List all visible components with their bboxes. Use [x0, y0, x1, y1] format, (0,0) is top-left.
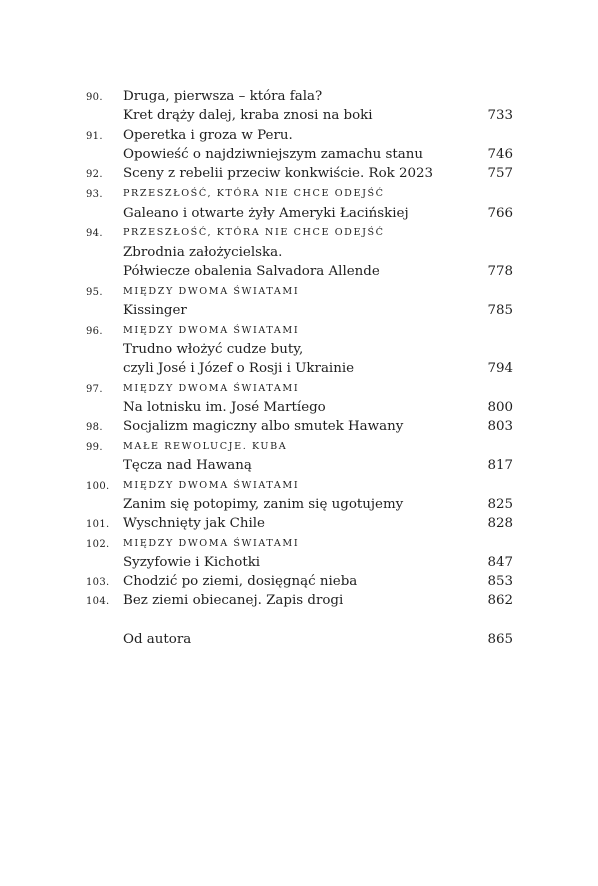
- chapter-title: Galeano i otwarte żyły Ameryki Łacińskiej: [123, 206, 409, 221]
- toc-entry-row: [0, 399, 598, 419]
- page-number: 757: [487, 166, 513, 181]
- section-heading: PRZESZŁOŚĆ, KTÓRA NIE CHCE ODEJŚĆ: [123, 227, 385, 238]
- page-number: 785: [487, 303, 513, 318]
- chapter-title: Półwiecze obalenia Salvadora Allende: [123, 264, 380, 279]
- toc-entry-row: [0, 515, 598, 535]
- toc-section-heading-row: [0, 438, 598, 458]
- toc-entry-row: [0, 127, 598, 147]
- chapter-title: czyli José i Józef o Rosji i Ukrainie: [123, 361, 355, 376]
- page-number: 865: [487, 632, 513, 647]
- toc-entry-row: [0, 457, 598, 477]
- section-heading: MAŁE REWOLUCJE. KUBA: [123, 441, 288, 452]
- chapter-title: Na lotnisku im. José Martíego: [123, 400, 326, 415]
- toc-entry-row: [0, 573, 598, 593]
- chapter-title: Sceny z rebelii przeciw konkwiście. Rok 2023: [123, 166, 434, 181]
- chapter-title: Kret drąży dalej, kraba znosi na boki: [123, 108, 373, 123]
- page-number: 746: [487, 147, 513, 162]
- section-heading: MIĘDZY DWOMA ŚWIATAMI: [123, 286, 300, 297]
- chapter-number: 104.: [86, 596, 110, 607]
- toc-entry-row: [0, 592, 598, 612]
- chapter-number: 99.: [86, 442, 103, 453]
- chapter-number: 101.: [86, 519, 110, 530]
- page-number: 778: [487, 264, 513, 279]
- toc-section-heading-row: [0, 535, 598, 555]
- toc-entry-row: [0, 165, 598, 185]
- toc-section-heading-row: [0, 477, 598, 497]
- chapter-number: 93.: [86, 189, 103, 200]
- chapter-number: 98.: [86, 422, 103, 433]
- toc-entry-row: [0, 554, 598, 574]
- chapter-title: Tęcza nad Hawaną: [123, 458, 252, 473]
- chapter-number: 97.: [86, 384, 103, 395]
- toc-entry-row: [0, 107, 598, 127]
- toc-entry-row: [0, 302, 598, 322]
- toc-entry-row: [0, 631, 598, 651]
- chapter-title: Socjalizm magiczny albo smutek Hawany: [123, 419, 404, 434]
- toc-section-heading-row: [0, 283, 598, 303]
- page-number: 794: [487, 361, 513, 376]
- toc-entry-row: [0, 205, 598, 225]
- toc-entry-row: [0, 244, 598, 264]
- chapter-number: 94.: [86, 228, 103, 239]
- toc-section-heading-row: [0, 380, 598, 400]
- chapter-title: Syzyfowie i Kichotki: [123, 555, 261, 570]
- section-heading: MIĘDZY DWOMA ŚWIATAMI: [123, 480, 300, 491]
- toc-entry-row: [0, 360, 598, 380]
- section-heading: PRZESZŁOŚĆ, KTÓRA NIE CHCE ODEJŚĆ: [123, 188, 385, 199]
- page-number: 817: [487, 458, 513, 473]
- chapter-title: Zanim się potopimy, zanim się ugotujemy: [123, 497, 404, 512]
- chapter-title: Druga, pierwsza – która fala?: [123, 89, 323, 104]
- chapter-title: Bez ziemi obiecanej. Zapis drogi: [123, 593, 344, 608]
- chapter-title: Zbrodnia założycielska.: [123, 245, 283, 260]
- page-number: 803: [487, 419, 513, 434]
- chapter-title: Kissinger: [123, 303, 187, 318]
- page-number: 828: [487, 516, 513, 531]
- toc-entry-row: [0, 88, 598, 108]
- toc-entry-row: [0, 418, 598, 438]
- chapter-number: 96.: [86, 326, 103, 337]
- toc-entry-row: [0, 146, 598, 166]
- toc-section-heading-row: [0, 185, 598, 205]
- chapter-title: Operetka i groza w Peru.: [123, 128, 293, 143]
- chapter-number: 103.: [86, 577, 110, 588]
- chapter-number: 102.: [86, 539, 110, 550]
- page-number: 847: [487, 555, 513, 570]
- chapter-number: 95.: [86, 287, 103, 298]
- chapter-title: Chodzić po ziemi, dosięgnąć nieba: [123, 574, 358, 589]
- chapter-title: Od autora: [123, 632, 192, 647]
- toc-section-heading-row: [0, 322, 598, 342]
- toc-entry-row: [0, 263, 598, 283]
- chapter-number: 90.: [86, 92, 103, 103]
- toc-section-heading-row: [0, 224, 598, 244]
- page-number: 862: [487, 593, 513, 608]
- page-number: 733: [487, 108, 513, 123]
- toc-entry-row: [0, 341, 598, 361]
- toc-entry-row: [0, 496, 598, 516]
- chapter-number: 92.: [86, 169, 103, 180]
- chapter-title: Opowieść o najdziwniejszym zamachu stanu: [123, 147, 423, 162]
- page-number: 853: [487, 574, 513, 589]
- page-number: 800: [487, 400, 513, 415]
- page-number: 766: [487, 206, 513, 221]
- section-heading: MIĘDZY DWOMA ŚWIATAMI: [123, 325, 300, 336]
- chapter-title: Trudno włożyć cudze buty,: [123, 342, 304, 357]
- page-number: 825: [487, 497, 513, 512]
- chapter-title: Wyschnięty jak Chile: [123, 516, 265, 531]
- chapter-number: 100.: [86, 481, 110, 492]
- section-heading: MIĘDZY DWOMA ŚWIATAMI: [123, 383, 300, 394]
- section-heading: MIĘDZY DWOMA ŚWIATAMI: [123, 538, 300, 549]
- chapter-number: 91.: [86, 131, 103, 142]
